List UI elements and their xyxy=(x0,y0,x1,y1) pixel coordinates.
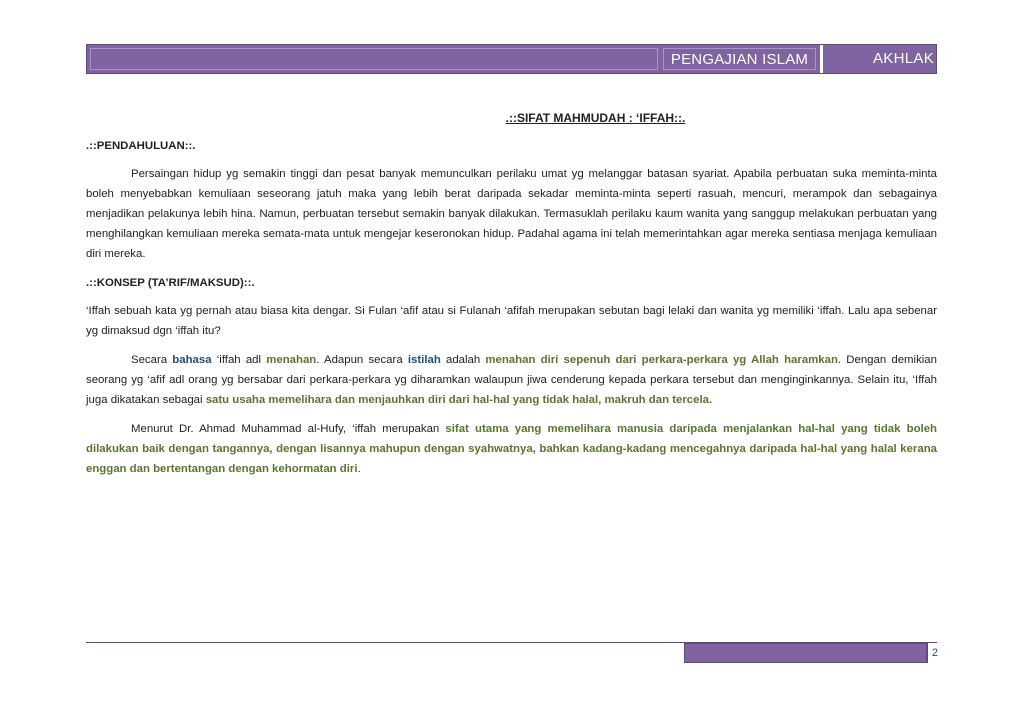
footer-bar-box xyxy=(684,643,927,663)
definition-text-1: Secara xyxy=(131,354,173,366)
definition-text-4: adalah xyxy=(440,354,486,366)
quote-text-1: Menurut Dr. Ahmad Muhammad al-Hufy, ‘iffah merupakan xyxy=(131,423,446,435)
definition-text-5: . Dengan demikian seorang yg ‘afif adl orang yg bersabar dari perkara-perkara yg diharamkan walaupun jiwa cenderung kepada perkara tersebut dan menginginkannya. Selain itu, ‘Iffah juga dikatakan sebagai xyxy=(86,354,937,406)
definition-paragraph xyxy=(86,350,937,410)
document-title: .::SIFAT MAHMUDAH : ‘IFFAH::. xyxy=(505,111,686,125)
term-bahasa: bahasa xyxy=(172,354,212,366)
intro-heading: .::PENDAHULUAN::. xyxy=(86,140,196,152)
quote-paragraph xyxy=(86,419,937,479)
page-header xyxy=(86,44,937,74)
quote-text-2: . xyxy=(357,463,361,475)
effort-definition: satu usaha memelihara dan menjauhkan diri dari hal-hal yang tidak halal, makruh dan tercela. xyxy=(205,394,713,406)
concept-paragraph: ‘Iffah sebuah kata yg pernah atau biasa kita dengar. Si Fulan ‘afif atau si Fulanah ‘afifah merupakan sebutan bagi lelaki dan wanita yg memiliki ‘iffah. Lalu apa sebenar yg dimaksud dgn ‘iffah itu? xyxy=(86,305,937,337)
term-menahan: menahan xyxy=(266,354,317,366)
document-body xyxy=(86,108,937,488)
page-number: 2 xyxy=(927,643,938,663)
header-title: PENGAJIAN ISLAM xyxy=(663,48,816,70)
intro-paragraph: Persaingan hidup yg semakin tinggi dan pesat banyak memunculkan perilaku umat yg melanggar batasan syariat. Apabila perbuatan suka meminta-minta boleh menyebabkan kemuliaan seseorang jatuh maka yang lebih berat daripada sekadar meminta-minta seperti rasuah, mencuri, merampok dan sebagainya menjadikan pelakunya lebih hina. Namun, perbuatan tersebut semakin banyak dilakukan. Termasuklah perilaku kaum wanita yang sanggup melakukan perbuatan yang menghilangkan kemuliaan mereka semata-mata untuk mengejar keseronokan hidup. Padahal agama ini telah memerintahkan agar mereka sentiasa menjaga kemuliaan diri mereka. xyxy=(86,168,937,260)
definition-text-3: . Adapun secara xyxy=(316,354,408,366)
quote-definition: sifat utama yang memelihara manusia daripada menjalankan hal-hal yang tidak boleh dilakukan baik dengan tangannya, dengan lisannya mahupun dengan syahwatnya, bahkan kadang-kadang mencegahnya daripada hal-hal yang halal kerana enggan dan bertentangan dengan kehormatan diri xyxy=(86,423,937,475)
term-istilah: istilah xyxy=(407,354,441,366)
istilah-definition: menahan diri sepenuh dari perkara-perkara yg Allah haramkan xyxy=(485,354,838,366)
definition-text-2: ‘iffah adl xyxy=(211,354,267,366)
header-category: AKHLAK xyxy=(820,45,938,73)
page-footer xyxy=(86,642,937,663)
concept-heading: .::KONSEP (TA’RIF/MAKSUD)::. xyxy=(86,277,255,289)
header-left-panel xyxy=(90,48,658,70)
